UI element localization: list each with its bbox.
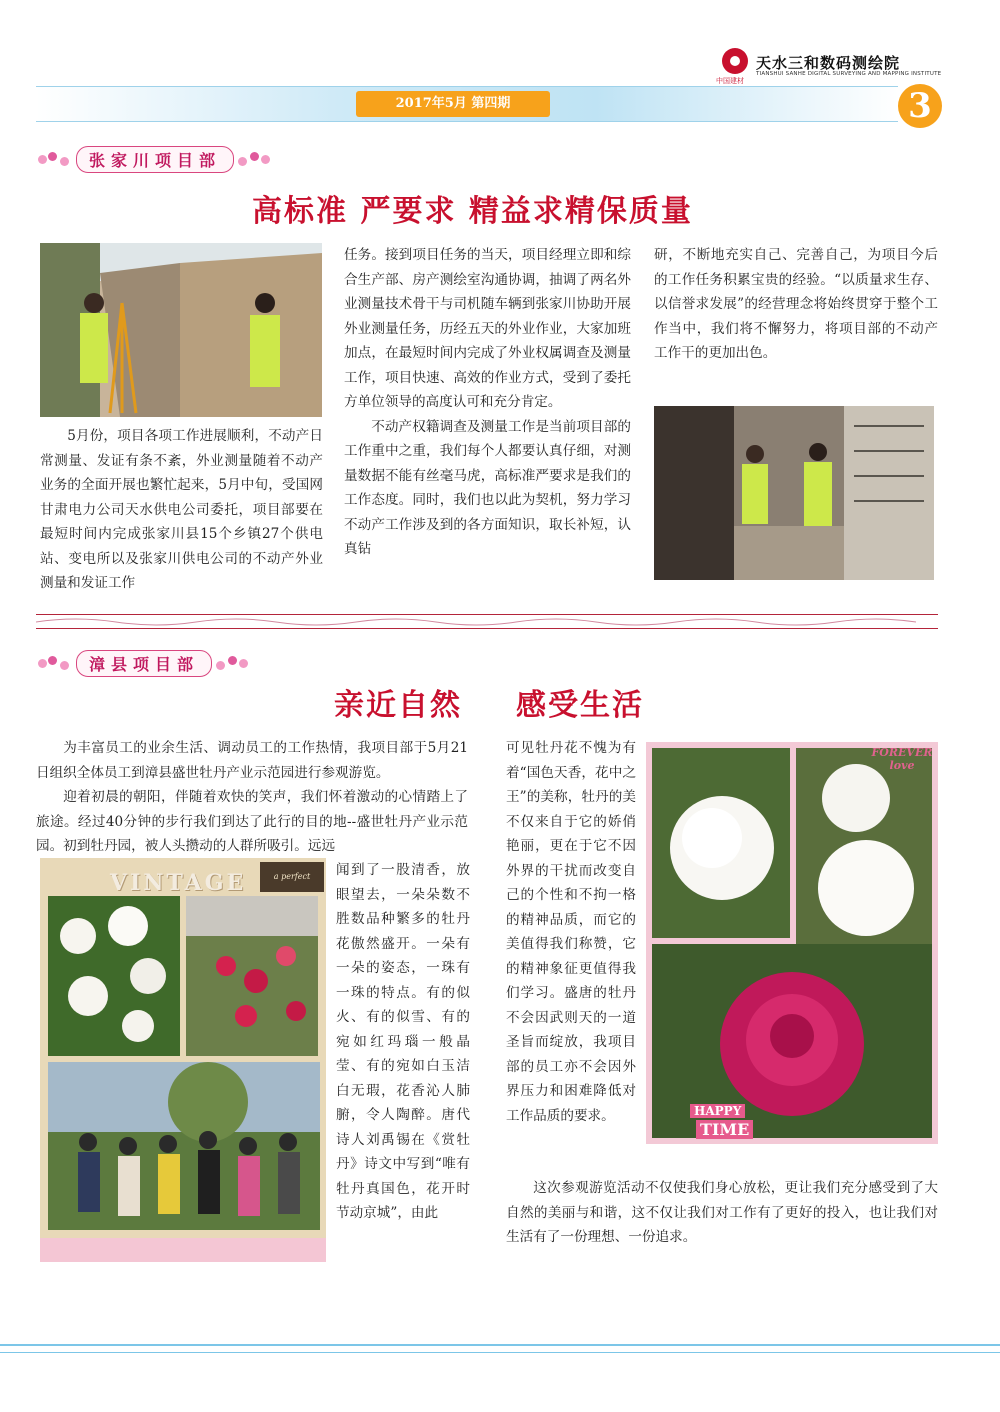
section-divider <box>36 614 938 615</box>
article1-paragraph: 任务。接到项目任务的当天，项目经理立即和综合生产部、房产测绘室沟通协调，抽调了两名外业测量技术骨干与司机随车辆到张家川协助开展外业测量任务，历经五天的外业作业，大家加班加点，在最短时间内完成了外业权属调查及测量工作，项目快速、高效的作业方式，受到了委托方单位领导的高度认可和充分肯定。 <box>344 247 631 410</box>
survey-photo-1 <box>40 243 322 417</box>
article1-col2 <box>344 243 631 562</box>
flower-ornament-icon <box>212 652 252 674</box>
collage-memory-badge: a perfect <box>260 862 324 892</box>
collage-floral-border <box>40 1238 326 1262</box>
article2-paragraph: 可见牡丹花不愧为有着“国色天香，花中之王”的美称，牡丹的美不仅来自于它的娇俏艳丽，更在于它不因外界的干扰而改变自己的个性和不拘一格的精神品质，而它的美值得我们称赞，它的精神象征更值得我们学习。盛唐的牡丹不会因武则天的一道圣旨而绽放，我项目部的员工亦不会因外界压力和困难降低对工作品质的要求。 <box>506 740 636 1124</box>
white-peony-closeup-photo <box>652 748 790 938</box>
issue-label: 2017年5月 第四期 <box>356 91 550 117</box>
section-divider <box>36 628 938 629</box>
company-name: 天水三和数码测绘院 <box>756 54 901 72</box>
article2-closing <box>506 1176 938 1250</box>
collage-vintage-text: VINTAGE <box>110 870 247 896</box>
peony-collage-left <box>40 858 326 1262</box>
article2-intro <box>36 736 468 859</box>
article1-col3 <box>654 243 938 366</box>
article1-paragraph: 5月份，项目各项工作进展顺利，不动产日常测量、发证有条不紊，外业测量随着不动产业务的全面开展也繁忙起来，5月中旬，受国网甘肃电力公司天水供电公司委托，项目部要在最短时间内完成张家川县15个乡镇27个供电站、变电所以及张家川供电公司的不动产外业测量和发证工作 <box>40 428 323 591</box>
section-tag-label: 漳县项目部 <box>76 650 212 677</box>
divider-ornament <box>36 616 938 628</box>
article2-mid-col <box>506 736 636 1128</box>
footer-line <box>0 1344 1000 1346</box>
article2-narrow-col <box>336 858 470 1226</box>
article2-paragraph: 迎着初晨的朝阳，伴随着欢快的笑声，我们怀着激动的心情踏上了旅途。经过40分钟的步行我们到达了此行的目的地--盛世牡丹产业示范园。初到牡丹园，被人头攒动的人群所吸引。远远 <box>36 789 468 854</box>
happy-text: HAPPY <box>690 1104 745 1118</box>
forever-love-text: FOREVER love <box>871 746 933 772</box>
article-title-2-right: 感受生活 <box>516 688 644 723</box>
article-title-2-left: 亲近自然 <box>334 688 462 723</box>
article1-paragraph: 不动产权籍调查及测量工作是当前项目部的工作重中之重，我们每个人都要认真仔细，对测量数据不能有丝毫马虎，高标准严要求是我们的工作态度。同时，我们也以此为契机，努力学习不动产工作涉及到的各方面知识，取长补短，认真钻 <box>344 418 631 557</box>
company-name-en: TIANSHUI SANHE DIGITAL SURVEYING AND MAPPING INSTITUTE <box>756 71 942 77</box>
logo-sub-label: 中国建材 <box>716 77 744 85</box>
company-logo-icon <box>722 48 748 74</box>
article-title-1: 高标准 严要求 精益求精保质量 <box>252 194 693 229</box>
survey-photo-2 <box>654 406 934 580</box>
article2-paragraph: 为丰富员工的业余生活、调动员工的工作热情，我项目部于5月21日组织全体员工到漳县盛世牡丹产业示范园进行参观游览。 <box>36 740 468 781</box>
flower-ornament-icon <box>36 652 76 674</box>
peony-collage-right <box>646 742 938 1144</box>
article2-paragraph: 闻到了一股清香，放眼望去，一朵朵数不胜数品种繁多的牡丹花傲然盛开。一朵有一朵的姿态，一珠有一珠的特点。有的似火、有的似雪、有的宛如红玛瑙一般晶莹、有的宛如白玉洁白无瑕，花香沁人肺腑，令人陶醉。唐代诗人刘禹锡在《赏牡丹》诗文中写到“唯有牡丹真国色，花开时节动京城”，由此 <box>336 862 470 1221</box>
page-number: 3 <box>898 84 942 128</box>
article2-paragraph: 这次参观游览活动不仅使我们身心放松，更让我们充分感受到了大自然的美丽与和谐，这不仅让我们对工作有了更好的投入，也让我们对生活有了一份理想、一份追求。 <box>506 1180 938 1245</box>
article1-paragraph: 研，不断地充实自己、完善自己，为项目今后的工作任务积累宝贵的经验。“以质量求生存、以信誉求发展”的经营理念将始终贯穿于整个工作当中，我们将不懈努力，将项目部的不动产工作干的更加出色。 <box>654 247 938 361</box>
section-tag-zhangxian <box>36 650 252 676</box>
white-peony-photo <box>48 896 180 1056</box>
footer-line <box>0 1352 1000 1353</box>
time-text: TIME <box>696 1120 753 1139</box>
red-peony-garden-photo <box>186 896 318 1056</box>
white-peony-pair-photo <box>796 748 932 960</box>
section-tag-zhangjiachuan <box>36 146 274 172</box>
flower-ornament-icon <box>36 148 76 170</box>
flower-ornament-icon <box>234 148 274 170</box>
section-tag-label: 张家川项目部 <box>76 146 234 173</box>
article1-col1 <box>40 424 323 596</box>
group-photo <box>48 1062 320 1230</box>
